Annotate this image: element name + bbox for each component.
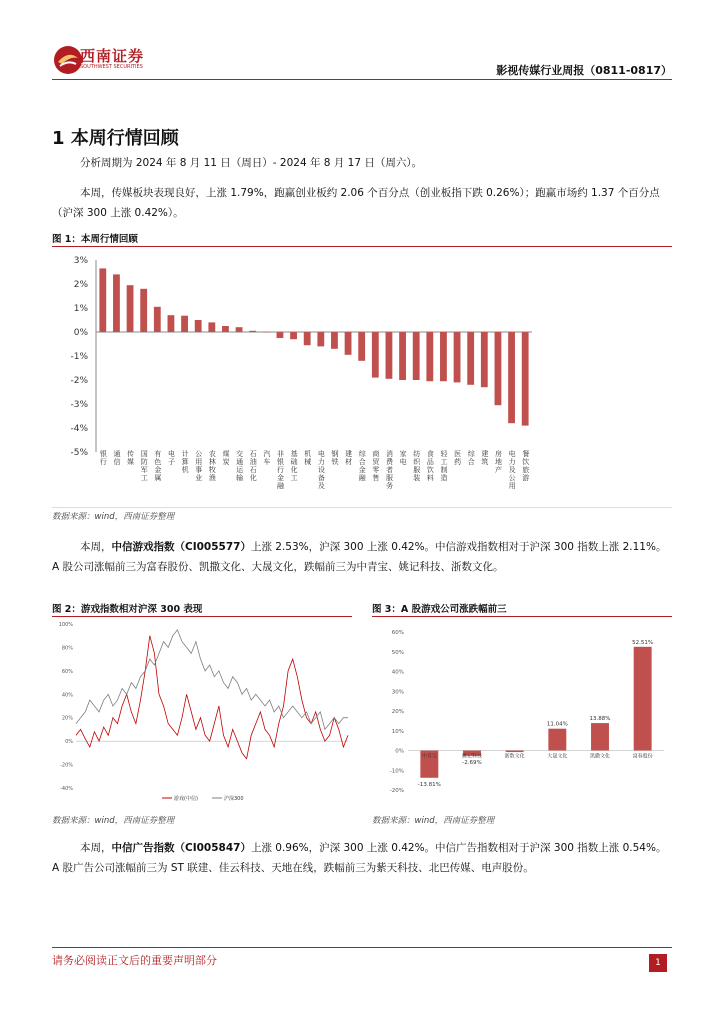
y-tick-label: -40% (60, 786, 73, 792)
bar (413, 332, 420, 380)
y-tick-label: 80% (61, 645, 73, 652)
paragraph-game-index (52, 537, 672, 577)
bar (481, 332, 488, 387)
y-tick-label: 2% (73, 280, 88, 290)
data-label: 11.04% (546, 721, 568, 728)
x-tick-label: 农林牧渔 (208, 450, 216, 482)
paragraph-period: 分析周期为 2024 年 8 月 11 日（周日）- 2024 年 8 月 17 日（周六）。 (80, 157, 423, 169)
data-label: -13.81% (417, 781, 441, 788)
data-label: 13.88% (589, 716, 611, 723)
footer-disclaimer: 请务必阅读正文后的重要声明部分 (52, 954, 217, 967)
game-index-name: 中信游戏指数（CI005577） (111, 541, 251, 553)
x-tick-label: 电子 (167, 450, 175, 466)
ad-index-name: 中信广告指数（CI005847） (111, 842, 251, 854)
y-tick-label: 60% (391, 630, 404, 636)
y-tick-label: -10% (389, 768, 404, 775)
page-number: 1 (649, 954, 667, 972)
figure1-bottom-divider (52, 507, 672, 508)
x-tick-label: 大晟文化 (547, 753, 568, 760)
x-tick-label: 姚记科技 (461, 753, 483, 760)
paragraph-game-rest: 上涨 2.53%，沪深 300 上涨 0.42%。中信游戏指数相对于沪深 300 指数上涨 2.11%。A 股公司涨幅前三为富春股份、凯撒文化、大晟文化，跌幅前三为中青宝、姚记科技、浙数文化。 (52, 541, 667, 573)
x-tick-label: 建材 (345, 450, 353, 466)
bar (386, 332, 393, 379)
paragraph-weekly-summary: 本周，传媒板块表现良好，上涨 1.79%，跑赢创业板约 2.06 个百分点（创业板指下跌 0.26%）；跑赢市场约 1.37 个百分点（沪深 300 上涨 0.42%）。 (52, 187, 660, 219)
bar (249, 331, 256, 332)
x-tick-label: 纺织服装 (413, 450, 421, 482)
x-tick-label: 医药 (454, 450, 462, 466)
x-tick-label: 综合金融 (358, 450, 366, 482)
y-tick-label: 0% (73, 328, 88, 338)
y-tick-label: -4% (70, 424, 88, 434)
series-line (76, 630, 348, 730)
section-heading: 1 本周行情回顾 (52, 128, 179, 149)
bar (99, 268, 106, 332)
bar (222, 326, 229, 332)
y-tick-label: 20% (391, 709, 404, 715)
bar (399, 332, 406, 380)
x-tick-label: 消费者服务 (385, 450, 393, 490)
bar (208, 322, 215, 332)
bar (277, 332, 284, 338)
bar (467, 332, 474, 385)
x-tick-label: 机械 (304, 450, 312, 466)
bar (426, 332, 433, 381)
legend-label: 沪深300 (224, 796, 244, 802)
report-title: 影视传媒行业周报（0811-0817） (496, 64, 672, 77)
y-tick-label: 10% (391, 728, 404, 735)
bar (140, 289, 147, 332)
y-tick-label: 50% (391, 649, 404, 656)
figure1-divider (52, 246, 672, 247)
bar (168, 315, 175, 332)
bar (634, 647, 652, 751)
bar (290, 332, 297, 339)
y-tick-label: 0% (65, 739, 73, 746)
x-tick-label: 公用事业 (195, 450, 203, 482)
y-tick-label: -20% (389, 788, 404, 794)
brand-subtitle: SOUTHWEST SECURITIES (80, 64, 143, 70)
y-tick-label: 40% (391, 669, 404, 676)
figure2-source: 数据来源：wind，西南证券整理 (52, 816, 175, 826)
bar (345, 332, 352, 355)
x-tick-label: 传媒 (127, 450, 135, 466)
x-tick-label: 非银行金融 (276, 450, 284, 490)
bar (317, 332, 324, 346)
bar (154, 307, 161, 332)
paragraph-ad-index (52, 838, 672, 878)
bar (304, 332, 311, 345)
x-tick-label: 计算机 (181, 450, 189, 474)
x-tick-label: 富春股份 (632, 753, 653, 760)
x-tick-label: 浙数文化 (504, 753, 525, 760)
x-tick-label: 交通运输 (236, 450, 244, 482)
brand-name: 西南证券 (80, 47, 145, 65)
y-tick-label: -2% (70, 376, 88, 386)
paragraph-ad-intro: 本周， (80, 842, 112, 854)
bar (195, 320, 202, 332)
x-tick-label: 电力及公用 (508, 450, 516, 490)
y-tick-label: 100% (58, 622, 73, 628)
bar (454, 332, 461, 382)
x-tick-label: 钢铁 (331, 450, 339, 466)
figure3-source: 数据来源：wind，西南证券整理 (372, 816, 495, 826)
y-tick-label: -3% (70, 400, 88, 410)
y-tick-label: -20% (60, 762, 73, 769)
figure1-chart (52, 250, 672, 500)
x-tick-label: 煤炭 (222, 450, 230, 466)
bar (506, 751, 524, 753)
x-tick-label: 国防军工 (140, 450, 148, 482)
x-tick-label: 有色金属 (154, 450, 162, 482)
bar (331, 332, 338, 349)
figure3-title: 图 3：A 股游戏公司涨跌幅前三 (372, 604, 507, 615)
y-tick-label: 30% (391, 689, 404, 696)
x-tick-label: 通信 (113, 450, 121, 466)
y-tick-label: 0% (395, 748, 404, 755)
paragraph-game-intro: 本周， (80, 541, 112, 553)
bar (127, 285, 134, 332)
x-tick-label: 餐饮旅游 (522, 450, 530, 482)
data-label: -2.69% (462, 759, 482, 766)
figure1-source: 数据来源：wind，西南证券整理 (52, 512, 175, 522)
bar (181, 316, 188, 332)
paragraph-ad-rest: 上涨 0.96%，沪深 300 上涨 0.42%。中信广告指数相对于沪深 300 指数上涨 0.54%。A 股广告公司涨幅前三为 ST 联建、佳云科技、天地在线，跌幅前三为紫天科技、北巴传媒、电声股份。 (52, 842, 667, 874)
bar (372, 332, 379, 378)
y-tick-label: -5% (70, 448, 88, 458)
x-tick-label: 轻工制造 (440, 450, 448, 482)
bar (495, 332, 502, 405)
x-tick-label: 石油石化 (249, 450, 257, 482)
figure3-chart (372, 618, 672, 808)
x-tick-label: 建筑 (481, 450, 489, 466)
data-label: 52.51% (632, 639, 654, 646)
legend-label: 游戏(中信) (174, 796, 198, 802)
bar (358, 332, 365, 361)
y-tick-label: 3% (73, 256, 88, 266)
y-tick-label: 60% (61, 668, 73, 675)
x-tick-label: 汽车 (263, 450, 271, 466)
bar (508, 332, 515, 423)
x-tick-label: 房地产 (494, 450, 502, 474)
figure2-chart (52, 618, 352, 808)
figure1-title: 图 1：本周行情回顾 (52, 234, 138, 245)
figure3-divider (372, 616, 672, 617)
y-tick-label: -1% (70, 352, 88, 362)
figure2-title: 图 2：游戏指数相对沪深 300 表现 (52, 604, 203, 615)
y-tick-label: 20% (61, 715, 73, 722)
header-divider (52, 79, 672, 80)
bar (113, 274, 120, 332)
y-tick-label: 1% (73, 304, 88, 314)
bar (440, 332, 447, 381)
x-tick-label: 食品饮料 (426, 450, 434, 482)
bar (522, 332, 529, 426)
x-tick-label: 银行 (99, 450, 107, 466)
x-tick-label: 凯撒文化 (589, 753, 611, 760)
bar (236, 327, 243, 332)
x-tick-label: 综合 (467, 450, 475, 466)
footer-divider (52, 947, 672, 948)
x-tick-label: 中青宝 (421, 753, 437, 760)
figure2-divider (52, 616, 352, 617)
series-line (76, 636, 348, 759)
bar (591, 723, 609, 750)
x-tick-label: 家电 (399, 450, 407, 466)
bar (548, 729, 566, 751)
x-tick-label: 商贸零售 (372, 450, 380, 482)
x-tick-label: 电力设备及 (317, 450, 325, 490)
y-tick-label: 40% (61, 692, 73, 699)
x-tick-label: 基础化工 (290, 450, 298, 482)
